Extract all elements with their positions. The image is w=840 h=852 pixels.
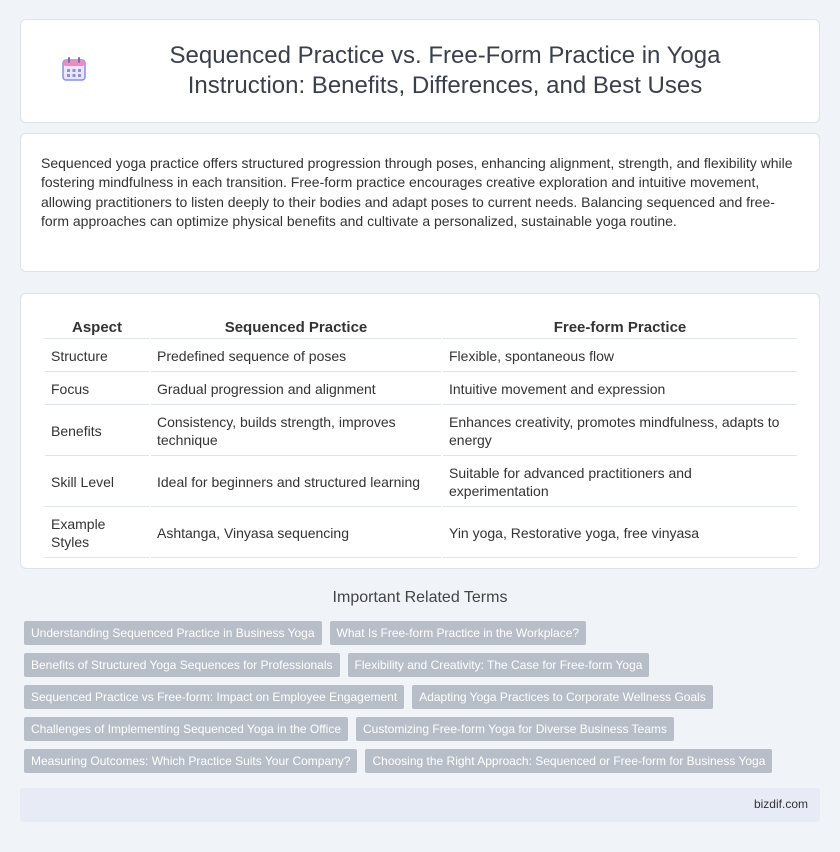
intro-text: Sequenced yoga practice offers structured progression through poses, enhancing alignment, strength, and flexibility while fostering mindfulness in each transition. Free-form practice encourages creative exploration and intuitive movement, allowing practitioners to listen deeply to their bodies and adapt poses to current needs. Balancing sequenced and free-form approaches can optimize physical benefits and cultivate a personalized, sustainable yoga routine. bbox=[41, 155, 793, 230]
table-row bbox=[45, 509, 797, 558]
cell-freeform: Flexible, spontaneous flow bbox=[443, 341, 797, 372]
table-row bbox=[45, 374, 797, 405]
title-wrap bbox=[60, 41, 780, 101]
tag-row bbox=[24, 717, 824, 741]
cell-aspect: Example Styles bbox=[45, 509, 149, 558]
table-row bbox=[45, 458, 797, 507]
cell-freeform: Enhances creativity, promotes mindfulness, adapts to energy bbox=[443, 407, 797, 456]
header-freeform: Free-form Practice bbox=[443, 312, 797, 339]
comparison-card bbox=[20, 293, 820, 569]
tag-row bbox=[24, 653, 824, 677]
cell-sequenced: Predefined sequence of poses bbox=[151, 341, 441, 372]
related-tag[interactable]: Benefits of Structured Yoga Sequences for Professionals bbox=[24, 653, 340, 677]
related-tags bbox=[24, 621, 824, 781]
cell-sequenced: Consistency, builds strength, improves technique bbox=[151, 407, 441, 456]
calendar-icon bbox=[60, 55, 88, 83]
cell-aspect: Structure bbox=[45, 341, 149, 372]
tag-row bbox=[24, 749, 824, 773]
page-title: Sequenced Practice vs. Free-Form Practice in Yoga Instruction: Benefits, Differences, and Best Uses bbox=[169, 42, 721, 99]
cell-aspect: Skill Level bbox=[45, 458, 149, 507]
intro-card bbox=[20, 133, 820, 272]
cell-aspect: Benefits bbox=[45, 407, 149, 456]
related-terms-title: Important Related Terms bbox=[332, 589, 508, 606]
related-tag[interactable]: What Is Free-form Practice in the Workplace? bbox=[330, 621, 587, 645]
comparison-table bbox=[43, 310, 799, 560]
related-tag[interactable]: Sequenced Practice vs Free-form: Impact on Employee Engagement bbox=[24, 685, 404, 709]
related-tag[interactable]: Flexibility and Creativity: The Case for Free-form Yoga bbox=[348, 653, 650, 677]
cell-sequenced: Ashtanga, Vinyasa sequencing bbox=[151, 509, 441, 558]
related-tag[interactable]: Challenges of Implementing Sequenced Yoga in the Office bbox=[24, 717, 348, 741]
cell-freeform: Yin yoga, Restorative yoga, free vinyasa bbox=[443, 509, 797, 558]
header-aspect: Aspect bbox=[45, 312, 149, 339]
related-tag[interactable]: Adapting Yoga Practices to Corporate Wellness Goals bbox=[412, 685, 713, 709]
related-tag[interactable]: Customizing Free-form Yoga for Diverse Business Teams bbox=[356, 717, 674, 741]
related-tag[interactable]: Measuring Outcomes: Which Practice Suits Your Company? bbox=[24, 749, 357, 773]
header-sequenced: Sequenced Practice bbox=[151, 312, 441, 339]
table-header-row bbox=[45, 312, 797, 339]
cell-freeform: Suitable for advanced practitioners and experimentation bbox=[443, 458, 797, 507]
table-row bbox=[45, 407, 797, 456]
related-tag[interactable]: Understanding Sequenced Practice in Business Yoga bbox=[24, 621, 322, 645]
cell-sequenced: Gradual progression and alignment bbox=[151, 374, 441, 405]
cell-sequenced: Ideal for beginners and structured learning bbox=[151, 458, 441, 507]
footer-site[interactable]: bizdif.com bbox=[753, 797, 808, 811]
related-tag[interactable]: Choosing the Right Approach: Sequenced or Free-form for Business Yoga bbox=[365, 749, 772, 773]
title-card bbox=[20, 19, 820, 123]
table-row bbox=[45, 341, 797, 372]
cell-freeform: Intuitive movement and expression bbox=[443, 374, 797, 405]
tag-row bbox=[24, 621, 824, 645]
cell-aspect: Focus bbox=[45, 374, 149, 405]
footer bbox=[20, 788, 820, 822]
tag-row bbox=[24, 685, 824, 709]
